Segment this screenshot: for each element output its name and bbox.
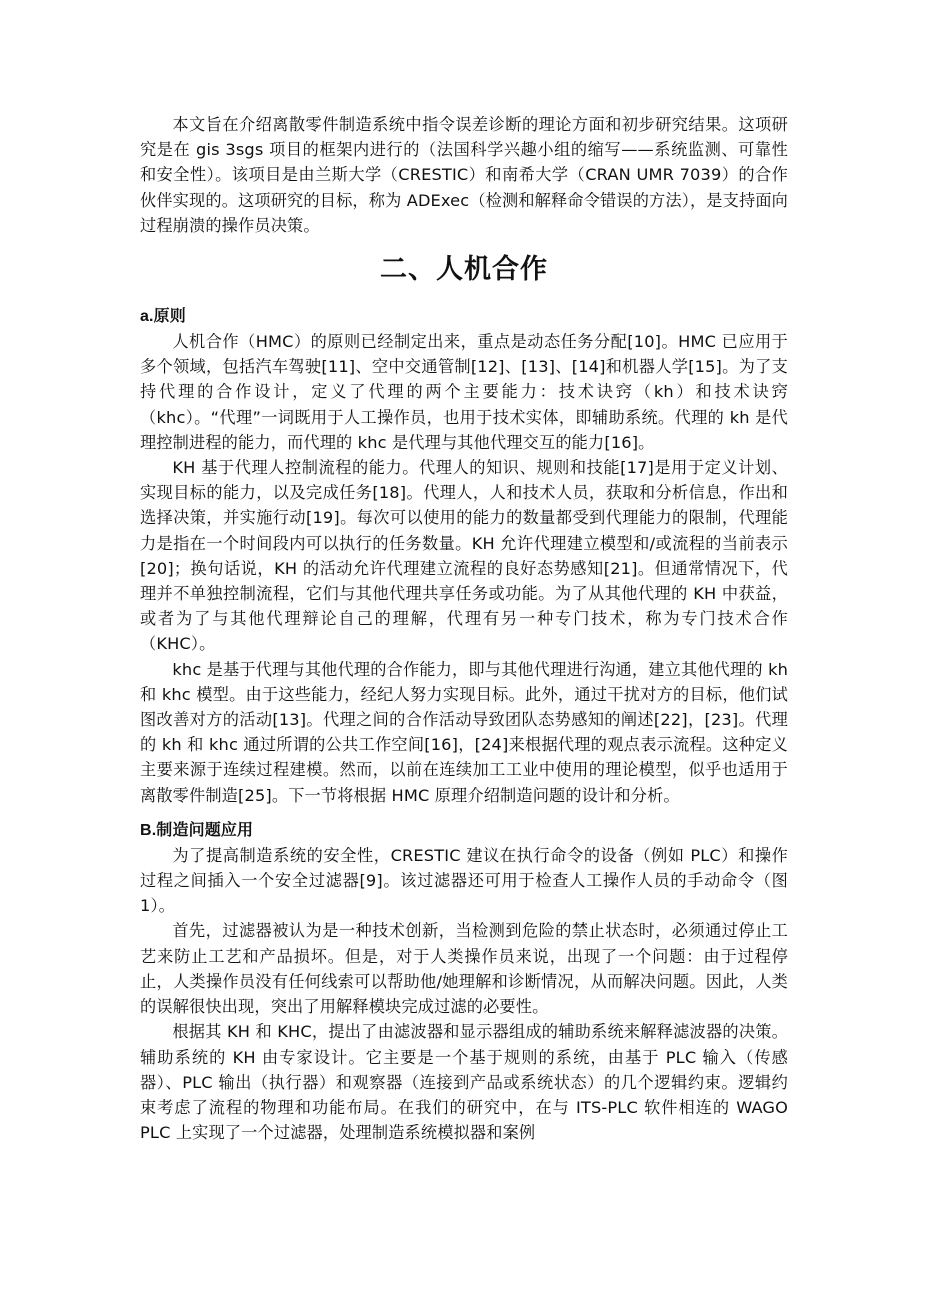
paragraph: 人机合作（HMC）的原则已经制定出来，重点是动态任务分配[10]。HMC 已应用于多个领域，包括汽车驾驶[11]、空中交通管制[12]、[13]、[14]和机器人学[15]。为了支持代理的合作设计，定义了代理的两个主要能力：技术诀窍（kh）和技术诀窍（khc）。“代理”一词既用于人工操作员，也用于技术实体，即辅助系统。代理的 kh 是代理控制进程的能力，而代理的 khc 是代理与其他代理交互的能力[16]。	[140, 332, 788, 452]
subsection-a-heading: a.原则	[140, 308, 186, 326]
intro-paragraph: 本文旨在介绍离散零件制造系统中指令误差诊断的理论方面和初步研究结果。这项研究是在 gis 3sgs 项目的框架内进行的（法国科学兴趣小组的缩写——系统监测、可靠性和安全性）。该项目是由兰斯大学（CRESTIC）和南希大学（CRAN UMR 7039）的合作伙伴实现的。这项研究的目标，称为 ADExec（检测和解释命令错误的方法），是支持面向过程崩溃的操作员决策。	[140, 115, 788, 235]
paragraph: 为了提高制造系统的安全性，CRESTIC 建议在执行命令的设备（例如 PLC）和操作过程之间插入一个安全过滤器[9]。该过滤器还可用于检查人工操作人员的手动命令（图 1）。	[140, 845, 788, 916]
paragraph: 首先，过滤器被认为是一种技术创新，当检测到危险的禁止状态时，必须通过停止工艺来防止工艺和产品损坏。但是，对于人类操作员来说，出现了一个问题：由于过程停止，人类操作员没有任何线索可以帮助他/她理解和诊断情况，从而解决问题。因此，人类的误解很快出现，突出了用解释模块完成过滤的必要性。	[140, 921, 788, 1017]
section-title: 二、人机合作	[380, 254, 548, 286]
subsection-b-heading: B.制造问题应用	[140, 821, 254, 839]
paragraph: 根据其 KH 和 KHC，提出了由滤波器和显示器组成的辅助系统来解释滤波器的决策。辅助系统的 KH 由专家设计。它主要是一个基于规则的系统，由基于 PLC 输入（传感器）、PLC 输出（执行器）和观察器（连接到产品或系统状态）的几个逻辑约束。逻辑约束考虑了流程的物理和功能布局。在我们的研究中，在与 ITS-PLC 软件相连的 WAGO PLC 上实现了一个过滤器，处理制造系统模拟器和案例	[140, 1022, 788, 1143]
paragraph: khc 是基于代理与其他代理的合作能力，即与其他代理进行沟通，建立其他代理的 kh 和 khc 模型。由于这些能力，经纪人努力实现目标。此外，通过干扰对方的目标，他们试图改善对方的活动[13]。代理之间的合作活动导致团队态势感知的阐述[22]，[23]。代理的 kh 和 khc 通过所谓的公共工作空间[16]，[24]来根据代理的观点表示流程。这种定义主要来源于连续过程建模。然而，以前在连续加工工业中使用的理论模型，似乎也适用于离散零件制造[25]。下一节将根据 HMC 原理介绍制造问题的设计和分析。	[140, 659, 788, 805]
paragraph: KH 基于代理人控制流程的能力。代理人的知识、规则和技能[17]是用于定义计划、实现目标的能力，以及完成任务[18]。代理人，人和技术人员，获取和分析信息，作出和选择决策，并实施行动[19]。每次可以使用的能力的数量都受到代理能力的限制，代理能力是指在一个时间段内可以执行的任务数量。KH 允许代理建立模型和/或流程的当前表示[20]；换句话说，KH 的活动允许代理建立流程的良好态势感知[21]。但通常情况下，代理并不单独控制流程，它们与其他代理共享任务或功能。为了从其他代理的 KH 中获益，或者为了与其他代理辩论自己的理解，代理有另一种专门技术，称为专门技术合作（KHC）。	[140, 458, 788, 654]
document-page	[140, 112, 788, 1145]
